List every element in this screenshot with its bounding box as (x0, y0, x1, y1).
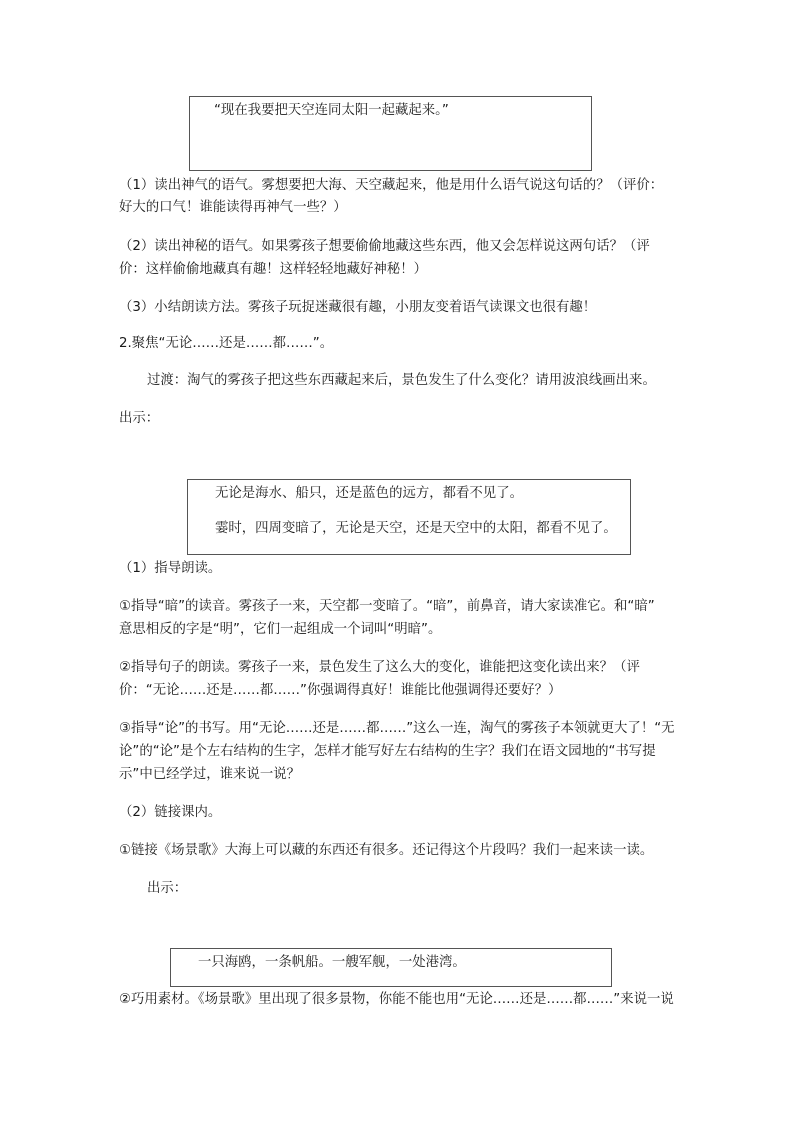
circled-2-line-2: 价：“无论……还是……都……”你强调得真好！谁能比他强调得还要好？） (119, 683, 562, 698)
paragraph-2-line-1: （2）读出神秘的语气。如果雾孩子想要偷偷地藏这些东西，他又会怎样说这两句话？（评 (119, 239, 650, 254)
transition-text: 过渡：淘气的雾孩子把这些东西藏起来后，景色发生了什么变化？请用波浪线画出来。 (147, 373, 656, 388)
paragraph-3: （3）小结朗读方法。雾孩子玩捉迷藏很有趣，小朋友变着语气读课文也很有趣！ (119, 300, 597, 315)
paragraph-1-line-2: 好大的口气！谁能读得再神气一些？） (119, 200, 347, 215)
paragraph-2-line-2: 价：这样偷偷地藏真有趣！这样轻轻地藏好神秘！） (119, 262, 427, 277)
circled-5: ②巧用素材。《场景歌》里出现了很多景物，你能不能也用“无论……还是……都……”来说一说 (119, 992, 674, 1007)
scene-song-box (170, 948, 612, 987)
circled-3-line-1: ③指导“论”的书写。用“无论……还是……都……”这么一连，淘气的雾孩子本领就更大了！“无 (119, 721, 675, 736)
example-sentences-box (187, 479, 631, 555)
subsection-1: （1）指导朗读。 (119, 561, 222, 576)
circled-1-line-1: ①指导“暗”的读音。雾孩子一来，天空都一变暗了。“暗”，前鼻音，请大家读准它。和“暗” (119, 599, 655, 614)
section-heading-2: 2.聚焦“无论……还是……都……”。 (119, 336, 334, 351)
circled-3-line-3: 示”中已经学过，谁来说一说？ (119, 767, 301, 782)
circled-1-line-2: 意思相反的字是“明”，它们一起组成一个词叫“明暗”。 (119, 622, 442, 637)
example-sentence-2: 霎时，四周变暗了，无论是天空，还是天空中的太阳，都看不见了。 (215, 521, 617, 536)
paragraph-1-line-1: （1）读出神气的语气。雾想要把大海、天空藏起来，他是用什么语气说这句话的？（评价： (119, 178, 664, 193)
circled-2-line-1: ②指导句子的朗读。雾孩子一来，景色发生了这么大的变化，谁能把这变化读出来？（评 (119, 660, 640, 675)
show-label-2: 出示： (147, 881, 188, 896)
show-label-1: 出示： (119, 411, 160, 426)
quote-box (189, 96, 592, 171)
circled-3-line-2: 论”的“论”是个左右结构的生字，怎样才能写好左右结构的生字？我们在语文园地的“书写提 (119, 744, 656, 759)
subsection-2: （2）链接课内。 (119, 805, 222, 820)
quote-text: “现在我要把天空连同太阳一起藏起来。” (214, 103, 449, 118)
scene-song-line: 一只海鸥，一条帆船。一艘军舰，一处港湾。 (198, 955, 466, 970)
circled-4: ①链接《场景歌》大海上可以藏的东西还有很多。还记得这个片段吗？我们一起来读一读。 (119, 843, 654, 858)
example-sentence-1: 无论是海水、船只，还是蓝色的远方，都看不见了。 (215, 486, 523, 501)
